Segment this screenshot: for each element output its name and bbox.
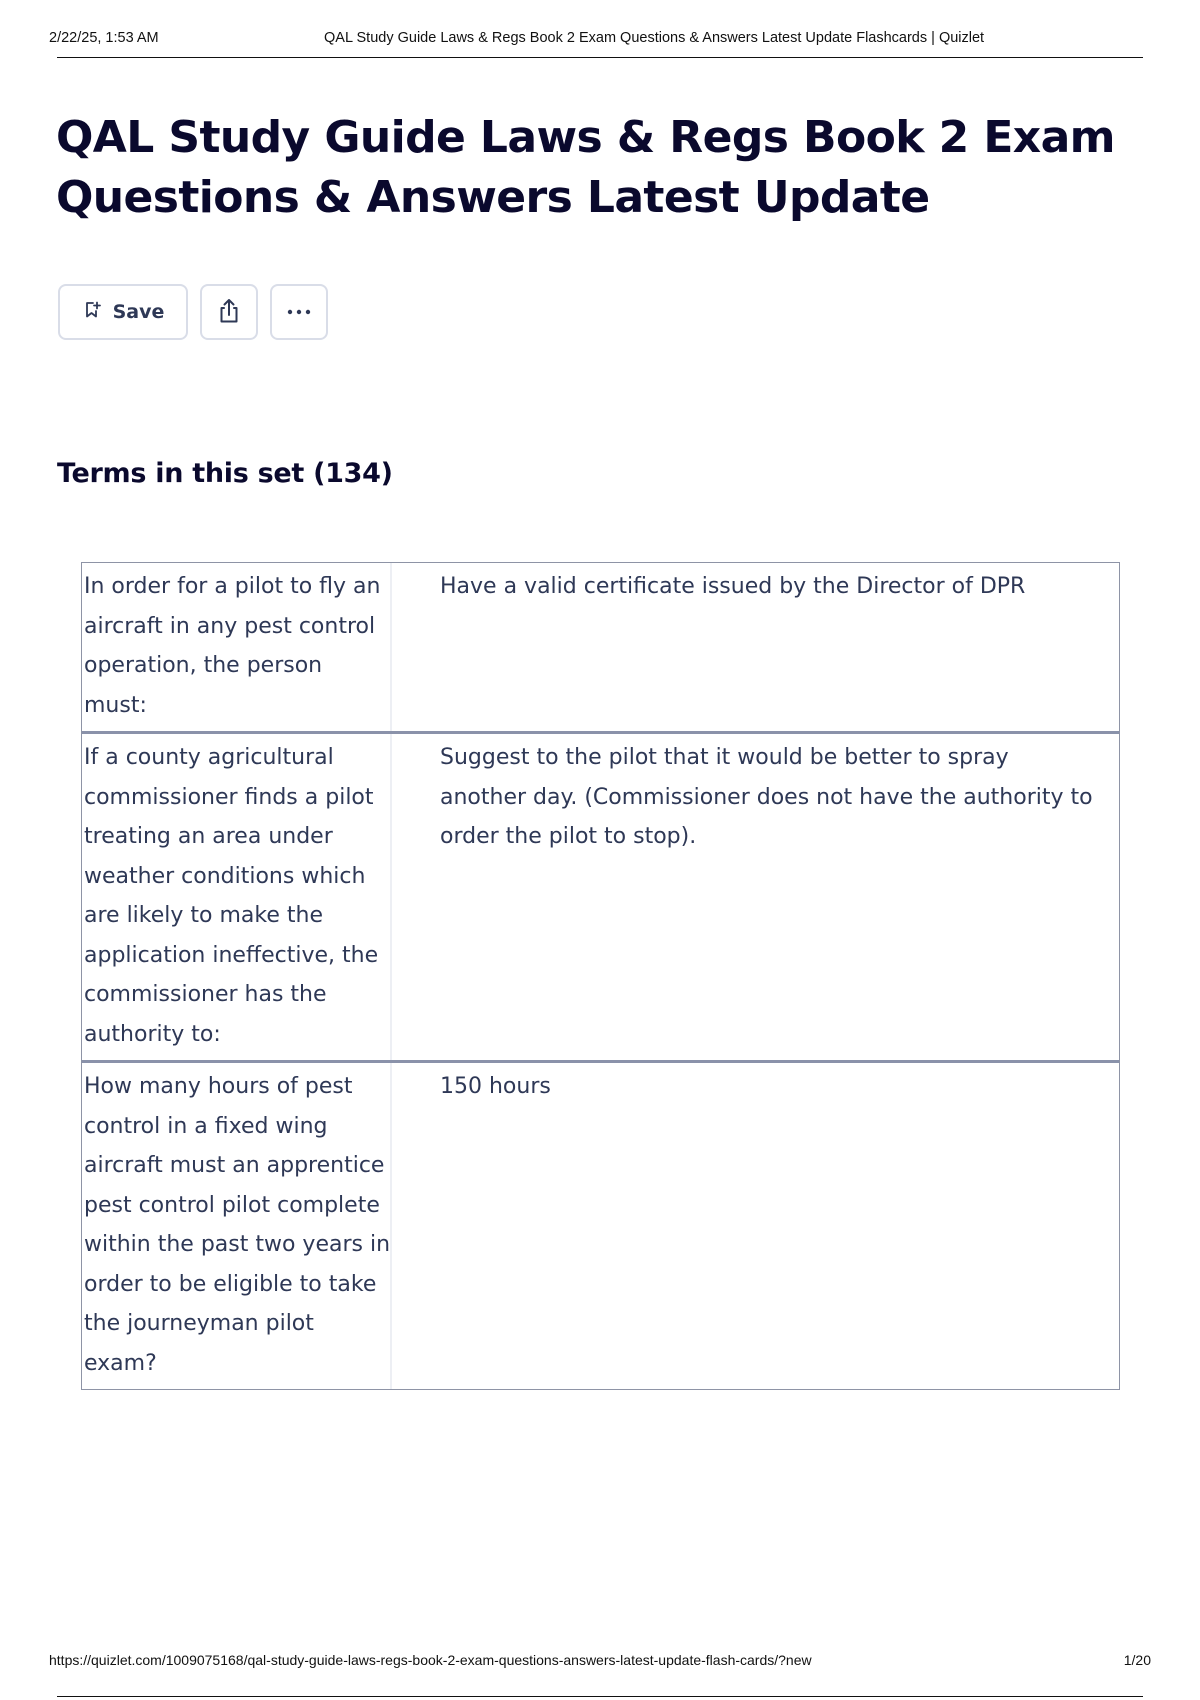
more-horizontal-icon <box>284 305 314 320</box>
terms-heading: Terms in this set (134) <box>57 458 393 489</box>
save-button[interactable] <box>58 284 188 340</box>
share-button[interactable] <box>200 284 258 340</box>
definition-text: Have a valid certificate issued by the Director of DPR <box>440 574 1026 599</box>
term-row <box>82 731 1119 1060</box>
print-datetime: 2/22/25, 1:53 AM <box>49 30 159 46</box>
term-row <box>82 563 1119 731</box>
definition-text: Suggest to the pilot that it would be better to spray another day. (Commissioner does not have the authority to order the pilot to stop). <box>440 745 1093 849</box>
page-title: QAL Study Guide Laws & Regs Book 2 Exam Questions & Answers Latest Update <box>56 112 1115 223</box>
page-number: 1/20 <box>1123 1652 1151 1668</box>
term-row <box>82 1060 1119 1389</box>
terms-table <box>81 562 1120 1390</box>
set-toolbar <box>58 284 328 340</box>
term-text: If a county agricultural commissioner finds a pilot treating an area under weather conditions which are likely to make the application ineffective, the commissioner has the authority to: <box>82 734 392 1060</box>
term-text: How many hours of pest control in a fixed wing aircraft must an apprentice pest control pilot complete within the past two years in order to be eligible to take the journeyman pilot exam? <box>82 1063 392 1389</box>
footer-divider <box>57 1696 1143 1697</box>
bookmark-add-icon <box>82 300 102 325</box>
definition-text: 150 hours <box>440 1074 551 1099</box>
print-url: https://quizlet.com/1009075168/qal-study-guide-laws-regs-book-2-exam-questions-answers-latest-update-flash-cards/?new <box>49 1652 812 1668</box>
more-options-button[interactable] <box>270 284 328 340</box>
share-icon <box>214 296 244 329</box>
term-text: In order for a pilot to fly an aircraft in any pest control operation, the person must: <box>82 563 392 731</box>
header-divider <box>57 57 1143 58</box>
save-button-label: Save <box>112 301 165 323</box>
print-doc-title: QAL Study Guide Laws & Regs Book 2 Exam Questions & Answers Latest Update Flashcards | Quizlet <box>324 30 985 46</box>
